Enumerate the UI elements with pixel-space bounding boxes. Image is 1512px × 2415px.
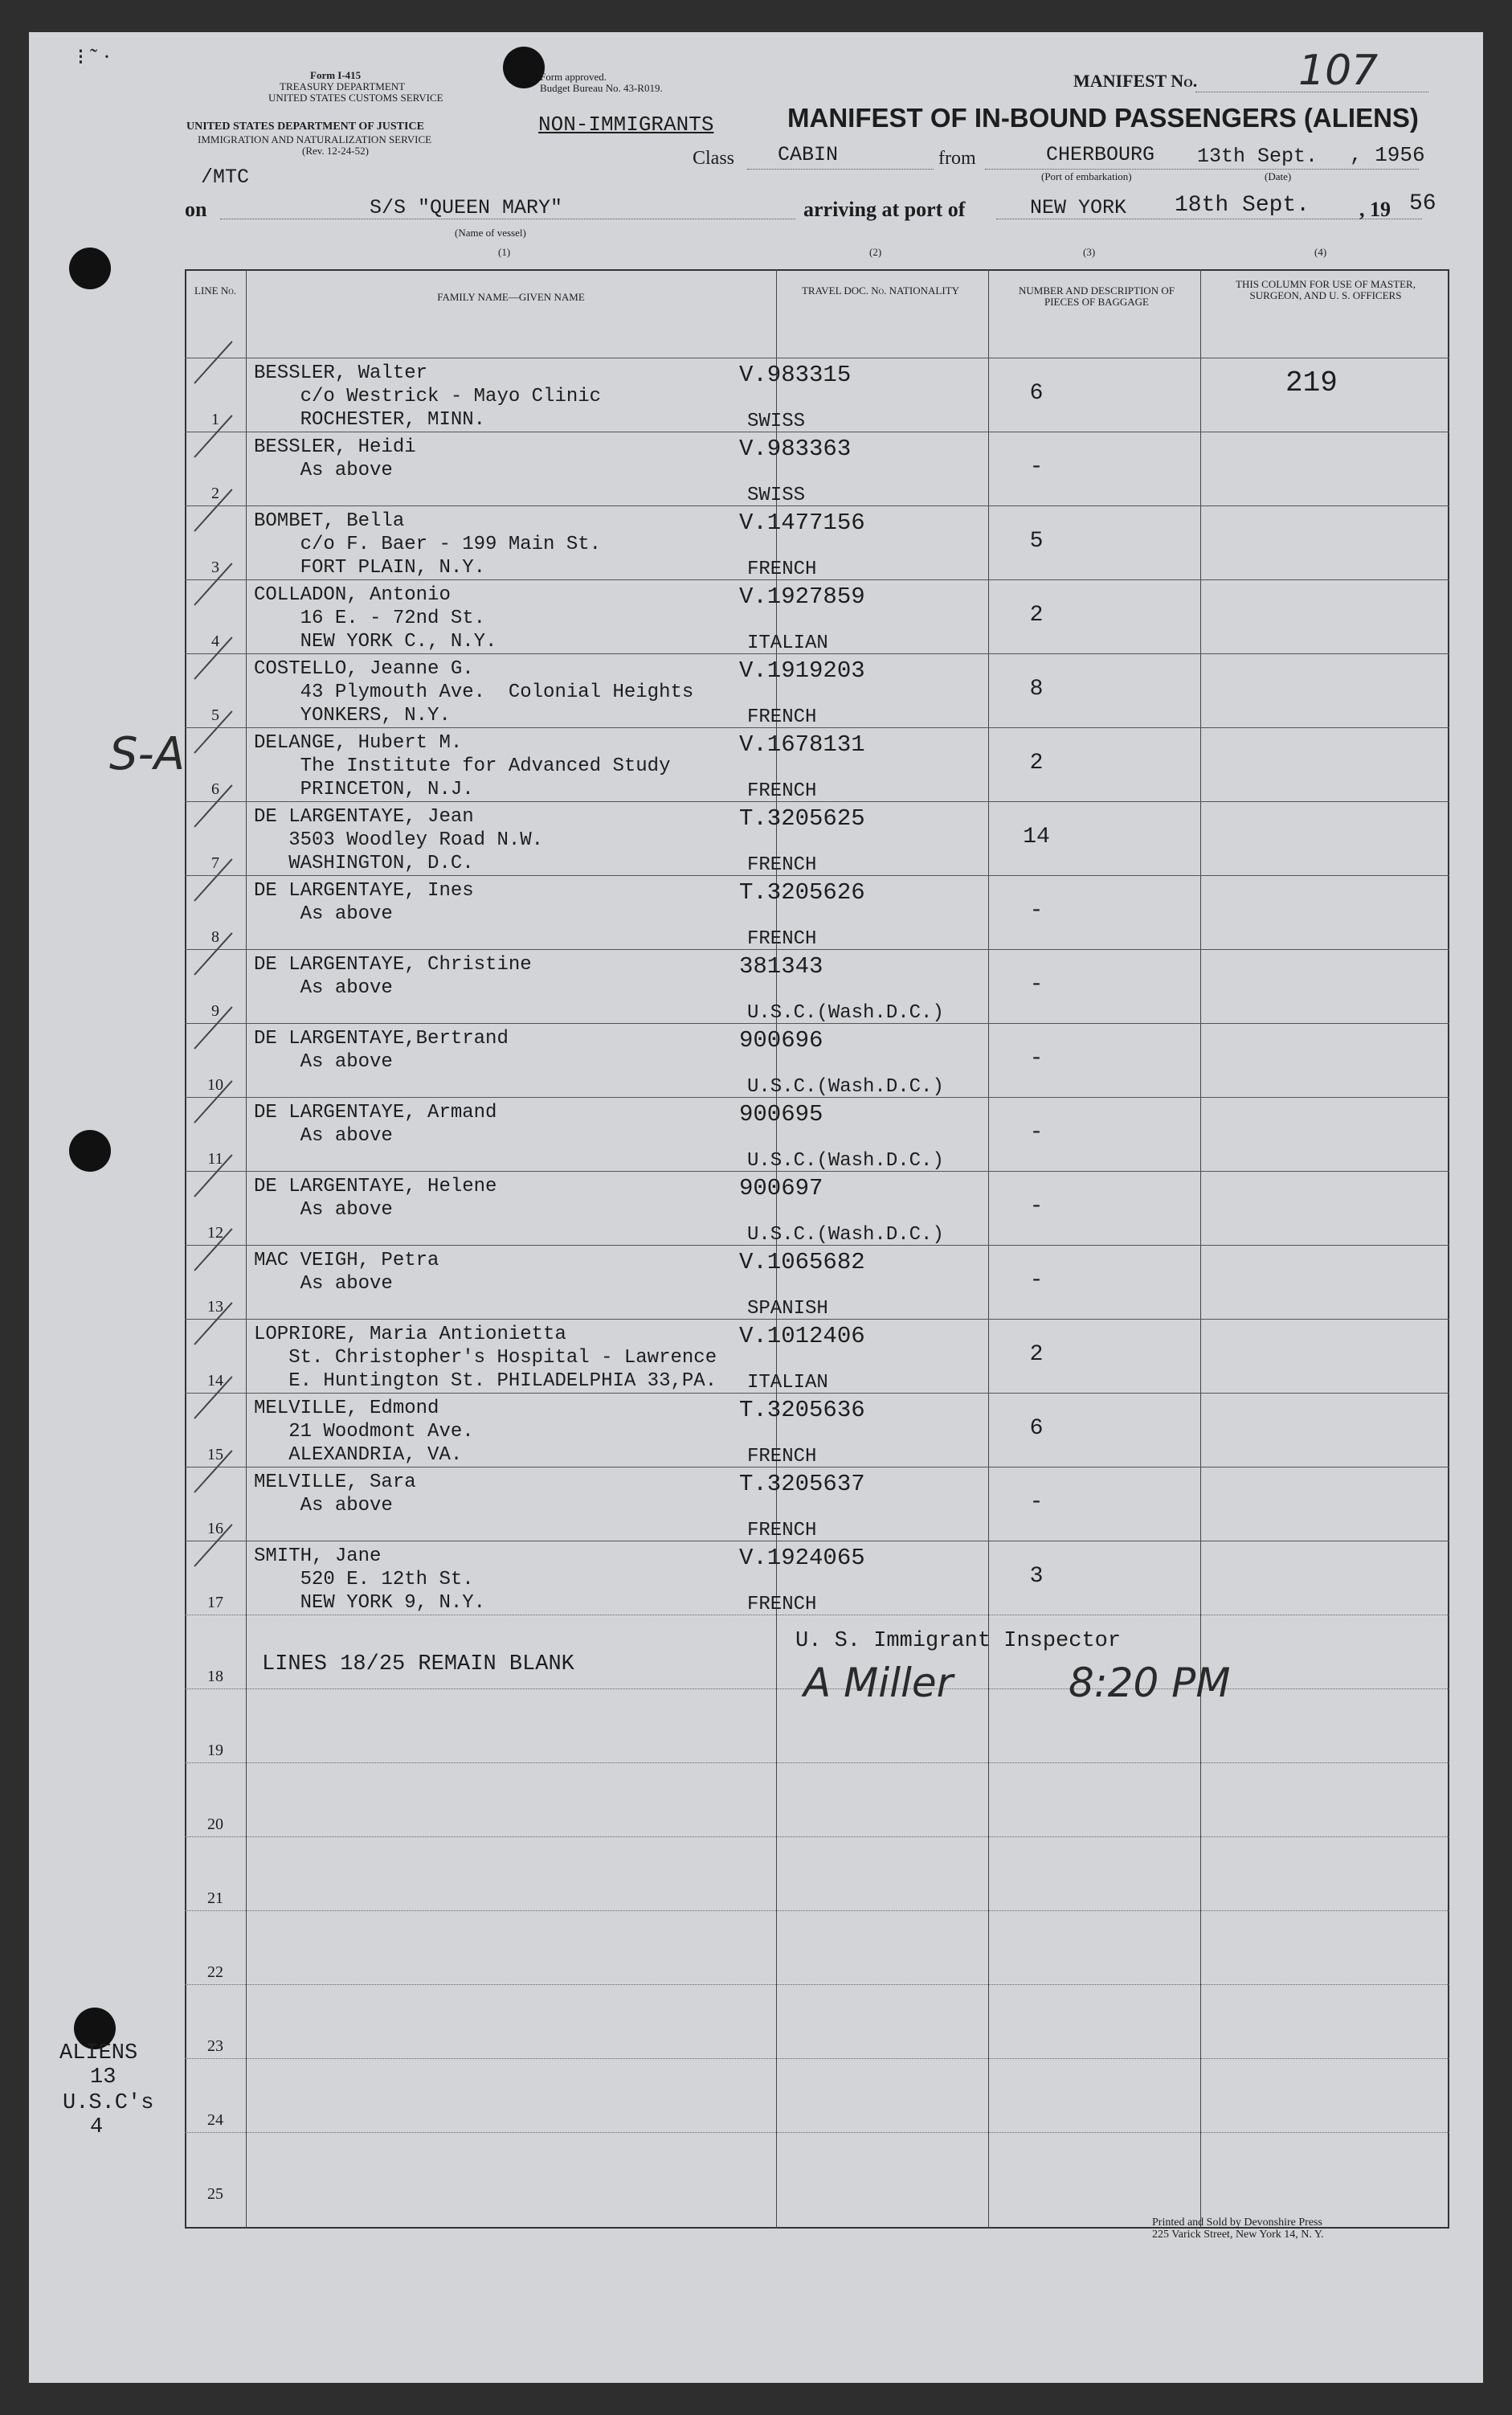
passenger-address-2: FORT PLAIN, N.Y. (254, 557, 486, 579)
passenger-address-2: NEW YORK C., N.Y. (254, 631, 497, 653)
passenger-table (185, 269, 1449, 2229)
header-officers: THIS COLUMN FOR USE OF MASTER, SURGEON, AND U. S. OFFICERS (1236, 278, 1416, 301)
line-number: 2 (211, 485, 219, 502)
port-caption: (Port of embarkation) (1041, 170, 1132, 182)
on-label: on (185, 198, 207, 221)
passenger-entry (254, 1027, 776, 1074)
travel-doc-number: V.1927859 (739, 583, 865, 610)
line-number: 13 (207, 1298, 223, 1316)
table-row (185, 801, 1449, 876)
baggage-count: - (1029, 1490, 1044, 1515)
travel-doc-number: 900696 (739, 1027, 823, 1054)
blank-row (185, 1762, 1449, 1837)
binder-hole-left-1 (69, 248, 111, 289)
passenger-entry (254, 1249, 776, 1296)
travel-doc-number: T.3205636 (739, 1397, 865, 1423)
table-row (185, 1393, 1449, 1467)
class-line (747, 169, 934, 170)
header-line-no: LINE No. (194, 284, 236, 297)
nationality: U.S.C.(Wash.D.C.) (747, 1002, 944, 1024)
table-row (185, 579, 1449, 654)
passenger-name: BESSLER, Walter (254, 362, 428, 384)
passenger-address-1: 21 Woodmont Ave. (254, 1421, 474, 1443)
table-row (185, 1171, 1449, 1246)
table-row (185, 432, 1449, 506)
blank-row (185, 2058, 1449, 2133)
passenger-address-1: As above (254, 977, 393, 999)
baggage-count: 6 (1029, 381, 1044, 406)
baggage-count: - (1029, 1194, 1044, 1219)
passenger-address-1: As above (254, 1495, 393, 1517)
passenger-address-1: As above (254, 903, 393, 925)
travel-doc-number: V.983363 (739, 436, 852, 462)
revision-date: (Rev. 12-24-52) (302, 145, 369, 157)
line-number: 25 (207, 2185, 223, 2203)
passenger-name: SMITH, Jane (254, 1545, 382, 1567)
inspector-label: U. S. Immigrant Inspector (795, 1629, 1122, 1653)
travel-doc-number: T.3205637 (739, 1471, 865, 1497)
line-number: 23 (207, 2037, 223, 2055)
passenger-address-1: c/o F. Baer - 199 Main St. (254, 534, 602, 555)
passenger-entry (254, 1545, 776, 1615)
passenger-name: DE LARGENTAYE, Armand (254, 1102, 497, 1124)
travel-doc-number: T.3205626 (739, 879, 865, 906)
passenger-name: LOPRIORE, Maria Antionietta (254, 1324, 566, 1345)
passenger-address-2: PRINCETON, N.J. (254, 779, 474, 800)
nationality: U.S.C.(Wash.D.C.) (747, 1150, 944, 1172)
blank-row (185, 1984, 1449, 2059)
passenger-address-2: YONKERS, N.Y. (254, 705, 451, 727)
table-row (185, 875, 1449, 950)
table-row (185, 1245, 1449, 1320)
form-approved: Form approved. (540, 71, 607, 83)
baggage-count: 2 (1029, 751, 1044, 776)
budget-bureau: Budget Bureau No. 43-R019. (540, 82, 663, 94)
table-row (185, 358, 1449, 432)
passenger-name: DE LARGENTAYE, Helene (254, 1176, 497, 1197)
nationality: FRENCH (747, 1446, 817, 1467)
nationality: FRENCH (747, 559, 817, 580)
non-immigrants-stamp: NON-IMMIGRANTS (538, 113, 714, 137)
corner-scribble: ⁝ ˜ · (77, 45, 111, 70)
arrival-date: 18th Sept. (1175, 193, 1310, 218)
nationality: U.S.C.(Wash.D.C.) (747, 1224, 944, 1246)
line-number: 18 (207, 1668, 223, 1685)
nationality: FRENCH (747, 1594, 817, 1615)
date-caption: (Date) (1265, 170, 1292, 182)
travel-doc-number: V.1924065 (739, 1545, 865, 1571)
baggage-count: 3 (1029, 1564, 1044, 1589)
passenger-entry (254, 510, 776, 579)
baggage-count: - (1029, 1268, 1044, 1293)
baggage-count: - (1029, 1120, 1044, 1145)
passenger-entry (254, 657, 776, 727)
passenger-name: COSTELLO, Jeanne G. (254, 658, 474, 680)
passenger-entry (254, 731, 776, 801)
line-number: 11 (207, 1150, 223, 1168)
passenger-address-1: 43 Plymouth Ave. Colonial Heights (254, 682, 694, 703)
customs-service: UNITED STATES CUSTOMS SERVICE (268, 92, 443, 104)
nationality: SWISS (747, 485, 806, 506)
binder-hole-top (503, 47, 545, 88)
passenger-address-1: As above (254, 1051, 393, 1073)
table-row (185, 1467, 1449, 1541)
passenger-address-1: 16 E. - 72nd St. (254, 608, 486, 629)
line-number: 17 (207, 1594, 223, 1611)
header-travel-doc: TRAVEL DOC. No. NATIONALITY (801, 284, 960, 297)
blank-row (185, 1836, 1449, 1911)
baggage-count: - (1029, 972, 1044, 997)
treasury-dept: TREASURY DEPARTMENT (280, 80, 406, 92)
travel-doc-number: V.1065682 (739, 1249, 865, 1275)
nationality: SPANISH (747, 1298, 828, 1320)
travel-doc-number: V.1477156 (739, 510, 865, 536)
travel-doc-number: V.1678131 (739, 731, 865, 758)
manifest-page (29, 32, 1483, 2383)
nationality: FRENCH (747, 1520, 817, 1541)
passenger-entry (254, 879, 776, 926)
passenger-name: COLLADON, Antonio (254, 584, 451, 606)
manifest-number-label: MANIFEST No. (1073, 71, 1198, 91)
line-number: 7 (211, 854, 219, 872)
arrival-port: NEW YORK (1030, 196, 1127, 219)
passenger-address-1: 3503 Woodley Road N.W. (254, 829, 544, 851)
passenger-entry (254, 1175, 776, 1222)
officer-note: 219 (1285, 366, 1338, 399)
line-number: 16 (207, 1520, 223, 1537)
line-number: 21 (207, 1889, 223, 1907)
line-number: 4 (211, 632, 219, 650)
line-number: 9 (211, 1002, 219, 1020)
table-row (185, 1097, 1449, 1172)
header-name: FAMILY NAME—GIVEN NAME (437, 291, 585, 303)
passenger-name: BESSLER, Heidi (254, 436, 416, 458)
line-number: 6 (211, 780, 219, 798)
travel-doc-number: 381343 (739, 953, 823, 980)
table-row (185, 949, 1449, 1024)
aliens-count: 13 (90, 2065, 116, 2090)
passenger-name: DE LARGENTAYE, Ines (254, 880, 474, 902)
nationality: FRENCH (747, 706, 817, 728)
passenger-address-1: 520 E. 12th St. (254, 1569, 474, 1590)
table-row (185, 1023, 1449, 1098)
passenger-address-1: c/o Westrick - Mayo Clinic (254, 386, 602, 407)
passenger-entry (254, 1323, 776, 1393)
header-baggage: NUMBER AND DESCRIPTION OF PIECES OF BAGGAGE (1019, 284, 1175, 308)
table-row (185, 653, 1449, 728)
passenger-entry (254, 1101, 776, 1148)
passenger-entry (254, 362, 776, 432)
passenger-address-2: NEW YORK 9, N.Y. (254, 1592, 486, 1614)
line-number: 24 (207, 2111, 223, 2129)
blank-row (185, 1910, 1449, 1985)
passenger-address-1: As above (254, 1273, 393, 1295)
passenger-entry (254, 1471, 776, 1517)
embarkation-date: 13th Sept. (1197, 145, 1318, 168)
passenger-name: MELVILLE, Sara (254, 1472, 416, 1493)
nationality: U.S.C.(Wash.D.C.) (747, 1076, 944, 1098)
passenger-name: DE LARGENTAYE, Jean (254, 806, 474, 828)
passenger-entry (254, 1397, 776, 1467)
col-number-4: (4) (1314, 246, 1327, 258)
passenger-name: DELANGE, Hubert M. (254, 732, 463, 754)
vessel-name: S/S "QUEEN MARY" (370, 196, 563, 219)
baggage-count: - (1029, 455, 1044, 480)
usc-label: U.S.C's (63, 2091, 154, 2115)
line-number: 19 (207, 1742, 223, 1759)
nationality: ITALIAN (747, 632, 828, 654)
remain-blank-note: LINES 18/25 REMAIN BLANK (262, 1652, 574, 1676)
passenger-entry (254, 583, 776, 653)
travel-doc-number: 900695 (739, 1101, 823, 1128)
travel-doc-number: T.3205625 (739, 805, 865, 832)
col-number-2: (2) (869, 246, 882, 258)
col-number-3: (3) (1083, 246, 1096, 258)
line-number: 12 (207, 1224, 223, 1242)
line-number: 8 (211, 928, 219, 946)
aliens-label: ALIENS (59, 2041, 138, 2065)
baggage-count: 14 (1023, 825, 1050, 849)
passenger-entry (254, 805, 776, 875)
from-label: from (938, 148, 976, 169)
baggage-count: 8 (1029, 677, 1044, 702)
baggage-count: 6 (1029, 1416, 1044, 1441)
passenger-name: BOMBET, Bella (254, 510, 405, 532)
manifest-number-value: 107 (1298, 47, 1379, 95)
inspector-time: 8:20 PM (1069, 1660, 1231, 1706)
nationality: FRENCH (747, 928, 817, 950)
arrival-year-suffix: 56 (1409, 191, 1436, 216)
nationality: SWISS (747, 411, 806, 432)
table-row (185, 727, 1449, 802)
line-number: 5 (211, 706, 219, 724)
department-of-justice: UNITED STATES DEPARTMENT OF JUSTICE (186, 121, 424, 133)
passenger-address-2: WASHINGTON, D.C. (254, 853, 474, 874)
from-port-line (985, 169, 1419, 170)
binder-hole-left-2 (69, 1130, 111, 1172)
class-label: Class (693, 148, 735, 169)
passenger-address-2: ALEXANDRIA, VA. (254, 1444, 463, 1466)
passenger-name: MAC VEIGH, Petra (254, 1250, 439, 1271)
passenger-address-1: As above (254, 460, 393, 481)
baggage-count: 2 (1029, 1342, 1044, 1367)
passenger-address-1: As above (254, 1199, 393, 1221)
passenger-name: MELVILLE, Edmond (254, 1398, 439, 1419)
line-number: 22 (207, 1963, 223, 1981)
line-number: 14 (207, 1372, 223, 1390)
arriving-label: arriving at port of (803, 198, 966, 221)
line-number: 3 (211, 559, 219, 576)
side-mark: S-A (109, 728, 186, 780)
baggage-count: - (1029, 1046, 1044, 1071)
passenger-address-1: The Institute for Advanced Study (254, 755, 671, 777)
nationality: FRENCH (747, 854, 817, 876)
baggage-count: 5 (1029, 529, 1044, 554)
printer-line-1: Printed and Sold by Devonshire Press (1152, 2216, 1322, 2229)
nationality: FRENCH (747, 780, 817, 802)
passenger-entry (254, 953, 776, 1000)
mtc-code: /MTC (201, 166, 250, 189)
printer-line-2: 225 Varick Street, New York 14, N. Y. (1152, 2229, 1324, 2241)
arrival-year-prefix: , 19 (1359, 198, 1391, 221)
travel-doc-number: V.983315 (739, 362, 852, 388)
blank-row (185, 2132, 1449, 2207)
manifest-title: MANIFEST OF IN-BOUND PASSENGERS (ALIENS) (787, 103, 1419, 133)
passenger-address-2: ROCHESTER, MINN. (254, 409, 486, 431)
col-number-1: (1) (498, 246, 511, 258)
immigration-service: IMMIGRATION AND NATURALIZATION SERVICE (198, 133, 432, 145)
vessel-caption: (Name of vessel) (455, 227, 526, 239)
class-value: CABIN (778, 143, 839, 166)
nationality: ITALIAN (747, 1372, 828, 1394)
passenger-name: DE LARGENTAYE,Bertrand (254, 1028, 509, 1050)
passenger-address-1: As above (254, 1125, 393, 1147)
embarkation-year: , 1956 (1350, 143, 1425, 167)
line-number: 20 (207, 1815, 223, 1833)
embarkation-port: CHERBOURG (1046, 143, 1155, 166)
table-row (185, 1319, 1449, 1394)
passenger-address-2: E. Huntington St. PHILADELPHIA 33,PA. (254, 1370, 717, 1392)
passenger-name: DE LARGENTAYE, Christine (254, 954, 532, 976)
usc-count: 4 (90, 2115, 104, 2139)
line-number: 10 (207, 1076, 223, 1094)
table-row (185, 1541, 1449, 1615)
passenger-address-1: St. Christopher's Hospital - Lawrence (254, 1347, 717, 1369)
baggage-count: 2 (1029, 603, 1044, 628)
inspector-signature: A Miller (803, 1660, 954, 1706)
line-number: 1 (211, 411, 219, 428)
travel-doc-number: V.1012406 (739, 1323, 865, 1349)
baggage-count: - (1029, 898, 1044, 923)
form-number: Form I-415 (310, 69, 362, 81)
passenger-entry (254, 436, 776, 482)
table-row (185, 506, 1449, 580)
travel-doc-number: 900697 (739, 1175, 823, 1201)
line-number: 15 (207, 1446, 223, 1463)
travel-doc-number: V.1919203 (739, 657, 865, 684)
